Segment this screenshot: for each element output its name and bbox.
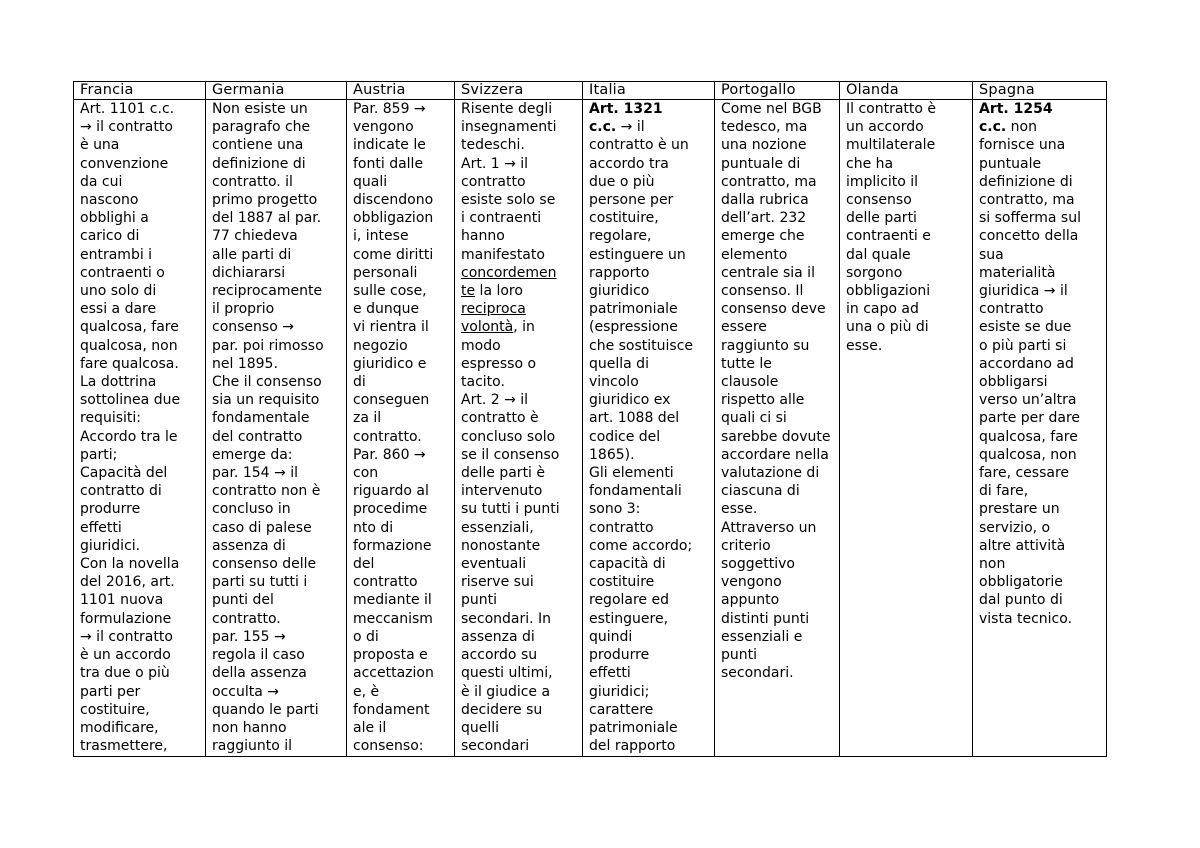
cell-text-line: tutte le [721, 355, 772, 372]
cell-text-line: secondari. [721, 665, 794, 682]
cell-text-line: quelli [461, 719, 500, 736]
cell-text-line: Par. 860 → [353, 446, 426, 463]
cell-text-line: esiste solo se [461, 192, 556, 209]
cell-text-line: reciprocamente [212, 283, 323, 300]
header-cell-olanda: Olanda [840, 82, 973, 100]
cell-text-line: assenza di [461, 628, 535, 645]
cell-text-line: di fare, [979, 483, 1029, 500]
cell-text-line: ale il [353, 719, 387, 736]
cell-text-line: quali [353, 173, 388, 190]
cell-text-line: parte per dare [979, 410, 1081, 427]
cell-text-line: costituire, [589, 210, 659, 227]
cell-olanda-text [846, 100, 968, 756]
cell-text-line: regolare ed [589, 592, 669, 609]
cell-text-line: secondari. In [461, 610, 552, 627]
cell-text-line: e dunque [353, 301, 420, 318]
cell-text-line: contraenti o [80, 264, 165, 281]
cell-text-line: della assenza [212, 665, 307, 682]
cell-text-line: giuridico e [353, 355, 427, 372]
cell-text-line: il proprio [212, 301, 275, 318]
cell-text-line: fornisce una [979, 137, 1066, 154]
cell-text-line: Il contratto è [846, 101, 937, 117]
cell-text-line: occulta → [212, 683, 279, 700]
cell-text-line: → il contratto [80, 119, 173, 136]
cell-text-line: obblighi a [80, 210, 149, 227]
cell-text-line: del 1887 al par. [212, 210, 322, 227]
cell-text-line: i contraenti [461, 210, 542, 227]
cell-text-line: contratto [979, 301, 1044, 318]
cell-francia [74, 100, 206, 757]
cell-austria-text [353, 100, 450, 756]
cell-text-line: fondamentale [212, 410, 310, 427]
cell-text-line: se il consenso [461, 446, 560, 463]
cell-text-line: Come nel BGB [721, 101, 822, 117]
cell-text-line: requisiti: [80, 410, 141, 427]
cell-text-line: consenso delle [212, 556, 317, 573]
cell-text-line: Non esiste un [212, 101, 308, 117]
cell-text-line: sono 3: [589, 501, 641, 518]
cell-text-line: contraenti e [846, 228, 931, 245]
cell-text-line: nto di [353, 519, 394, 536]
cell-text-line: rapporto [589, 264, 650, 281]
comparison-table [73, 81, 1107, 757]
cell-text-line: riguardo al [353, 483, 429, 500]
cell-text-line: La dottrina [80, 374, 157, 391]
cell-text-line: codice del [589, 428, 661, 445]
cell-text-line: secondari [461, 738, 530, 755]
cell-text-line: altre attività [979, 537, 1066, 554]
cell-text-line: punti [721, 647, 758, 664]
cell-text-line: su tutti i punti [461, 501, 560, 518]
cell-text-line: obbligatorie [979, 574, 1063, 591]
cell-text-line: personali [353, 264, 418, 281]
cell-text-line: par. poi rimosso [212, 337, 324, 354]
cell-text-line: del [353, 556, 375, 573]
cell-text-line: regolare, [589, 228, 652, 245]
cell-text-line: indicate le [353, 137, 426, 154]
cell-text-line: Con la novella [80, 556, 180, 573]
cell-text-line: dichiararsi [212, 264, 286, 281]
cell-text-line: qualcosa, fare [979, 428, 1078, 445]
cell-text-line: implicito il [846, 173, 919, 190]
cell-text-line: c.c. non [979, 119, 1037, 136]
cell-text-line: contratto [461, 173, 526, 190]
cell-text-line: qualcosa, non [979, 446, 1077, 463]
cell-text-line: servizio, o [979, 519, 1051, 536]
header-cell-germania: Germania [206, 82, 347, 100]
cell-text-line: raggiunto il [212, 738, 293, 755]
cell-text-line: intervenuto [461, 483, 543, 500]
cell-text-line: giuridico ex [589, 392, 671, 409]
cell-text-line: hanno [461, 228, 505, 245]
cell-text-line: accettazion [353, 665, 434, 682]
cell-text-line: rispetto alle [721, 392, 805, 409]
cell-text-line: definizione di [979, 173, 1073, 190]
cell-text-line: sulle cose, [353, 283, 427, 300]
cell-text-line: sorgono [846, 264, 903, 281]
cell-text-line: regola il caso [212, 647, 305, 664]
cell-text-line: effetti [80, 519, 122, 536]
cell-svizzera [455, 100, 583, 757]
cell-text-line: costituire [589, 574, 655, 591]
cell-text-line: esse. [846, 337, 883, 354]
cell-francia-text [80, 100, 201, 756]
cell-text-line: modificare, [80, 719, 159, 736]
cell-text-line: concordemen [461, 264, 557, 281]
cell-portogallo-text [721, 100, 835, 756]
cell-text-line: contratto, ma [721, 173, 817, 190]
cell-text-line: assenza di [212, 537, 286, 554]
cell-text-line: non [979, 556, 1006, 573]
cell-portogallo [715, 100, 840, 757]
cell-text-line: dal quale [846, 246, 911, 263]
cell-text-line: 1101 nuova [80, 592, 164, 609]
cell-text-line: fondament [353, 701, 430, 718]
cell-text-line: eventuali [461, 556, 527, 573]
cell-text-line: è il giudice a [461, 683, 551, 700]
cell-text-line: consenso [846, 192, 912, 209]
cell-text-line: tra due o più [80, 665, 170, 682]
cell-text-line: i, intese [353, 228, 409, 245]
cell-germania [206, 100, 347, 757]
cell-text-line: del rapporto [589, 738, 676, 755]
cell-text-line: nonostante [461, 537, 541, 554]
cell-text-line: raggiunto su [721, 337, 810, 354]
cell-text-line: fondamentali [589, 483, 682, 500]
cell-text-line: vengono [353, 119, 414, 136]
cell-text-line: vi rientra il [353, 319, 429, 336]
cell-text-line: espresso o [461, 355, 537, 372]
cell-text-line: dal punto di [979, 592, 1063, 609]
cell-text-line: Capacità del [80, 465, 168, 482]
cell-text-line: contratto. [353, 428, 422, 445]
cell-text-line: punti del [212, 592, 274, 609]
cell-text-line: contratto, ma [979, 192, 1075, 209]
cell-text-line: costituire, [80, 701, 150, 718]
cell-text-line: da cui [80, 173, 123, 190]
cell-text-line: vincolo [589, 374, 639, 391]
cell-text-line: tedeschi. [461, 137, 525, 154]
cell-text-line: centrale sia il [721, 264, 815, 281]
cell-text-line: di [353, 374, 366, 391]
cell-text-line: contratto non è [212, 483, 321, 500]
cell-text-line: proposta e [353, 647, 428, 664]
cell-text-line: ciascuna di [721, 483, 800, 500]
cell-text-line: consenso. Il [721, 283, 804, 300]
cell-text-line: persone per [589, 192, 674, 209]
cell-text-line: e, è [353, 683, 380, 700]
cell-text-line: alle parti di [212, 246, 292, 263]
cell-text-line: contratto è [461, 410, 539, 427]
cell-text-line: estinguere un [589, 246, 686, 263]
cell-text-line: vista tecnico. [979, 610, 1073, 627]
cell-svizzera-text [461, 100, 578, 756]
cell-text-line: multilaterale [846, 137, 936, 154]
cell-text-line: definizione di [212, 155, 306, 172]
header-cell-francia: Francia [74, 82, 206, 100]
cell-spagna-text [979, 100, 1102, 756]
cell-austria [347, 100, 455, 757]
cell-text-line: formulazione [80, 610, 172, 627]
cell-text-line: è un accordo [80, 647, 171, 664]
cell-text-line: si sofferma sul [979, 210, 1081, 227]
cell-text-line: puntuale [979, 155, 1042, 172]
cell-text-line: o di [353, 628, 379, 645]
cell-text-line: in capo ad [846, 301, 919, 318]
cell-text-line: formazione [353, 537, 432, 554]
cell-olanda [840, 100, 973, 757]
cell-italia-text [589, 100, 710, 756]
cell-text-line: convenzione [80, 155, 169, 172]
header-cell-spagna: Spagna [973, 82, 1107, 100]
cell-germania-text [212, 100, 342, 756]
cell-text-line: entrambi i [80, 246, 153, 263]
cell-text-line: produrre [80, 501, 141, 518]
cell-text-line: nel 1895. [212, 355, 278, 372]
cell-text-line: fare qualcosa. [80, 355, 179, 372]
cell-text-line: del 2016, art. [80, 574, 175, 591]
cell-text-line: (espressione [589, 319, 678, 336]
cell-text-line: Accordo tra le [80, 428, 178, 445]
cell-text-line: meccanism [353, 610, 433, 627]
cell-text-line: contratto [353, 574, 418, 591]
cell-text-line: delle parti [846, 210, 917, 227]
cell-text-line: accordo tra [589, 155, 669, 172]
cell-text-line: accordo su [461, 647, 538, 664]
cell-text-line: art. 1088 del [589, 410, 680, 427]
cell-text-line: essi a dare [80, 301, 157, 318]
cell-text-line: del contratto [212, 428, 303, 445]
cell-text-line: esse. [721, 501, 758, 518]
cell-text-line: valutazione di [721, 465, 820, 482]
cell-text-line: accordare nella [721, 446, 829, 463]
cell-text-line: caso di palese [212, 519, 312, 536]
cell-text-line: 1865). [589, 446, 635, 463]
cell-text-line: punti [461, 592, 498, 609]
cell-text-line: 77 chiedeva [212, 228, 298, 245]
cell-text-line: Art. 2 → il [461, 392, 529, 409]
cell-text-line: tedesco, ma [721, 119, 808, 136]
cell-text-line: → il contratto [80, 628, 173, 645]
cell-text-line: una nozione [721, 137, 807, 154]
cell-text-line: essenziali, [461, 519, 534, 536]
cell-text-line: dell’art. 232 [721, 210, 807, 227]
cell-text-line: consenso → [212, 319, 294, 336]
cell-text-line: tacito. [461, 374, 505, 391]
cell-text-line: parti su tutti i [212, 574, 308, 591]
cell-text-line: questi ultimi, [461, 665, 553, 682]
cell-text-line: Attraverso un [721, 519, 817, 536]
cell-text-line: distinti punti [721, 610, 810, 627]
cell-text-line: concluso in [212, 501, 291, 518]
cell-italia [583, 100, 715, 757]
cell-text-line: consenso: [353, 738, 424, 755]
cell-text-line: trasmettere, [80, 738, 168, 755]
cell-text-line: za il [353, 410, 382, 427]
cell-text-line: Gli elementi [589, 465, 674, 482]
cell-text-line: quali ci si [721, 410, 787, 427]
cell-text-line: effetti [589, 665, 631, 682]
cell-text-line: carattere [589, 701, 654, 718]
cell-text-line: essere [721, 319, 767, 336]
cell-text-line: c.c. → il [589, 119, 645, 136]
cell-text-line: essenziali e [721, 628, 803, 645]
cell-text-line: riserve sui [461, 574, 534, 591]
cell-text-line: insegnamenti [461, 119, 557, 136]
header-cell-italia: Italia [583, 82, 715, 100]
cell-spagna [973, 100, 1107, 757]
cell-text-line: come diritti [353, 246, 434, 263]
cell-text-line: obbligarsi [979, 374, 1048, 391]
cell-text-line: giuridica → il [979, 283, 1068, 300]
cell-text-line: concluso solo [461, 428, 556, 445]
cell-text-line: verso un’altra [979, 392, 1077, 409]
cell-text-line: carico di [80, 228, 140, 245]
cell-text-line: fonti dalle [353, 155, 424, 172]
header-cell-portogallo: Portogallo [715, 82, 840, 100]
cell-text-line: delle parti è [461, 465, 546, 482]
cell-text-line: vengono [721, 574, 782, 591]
cell-text-line: accordano ad [979, 355, 1074, 372]
cell-text-line: Par. 859 → [353, 101, 426, 117]
cell-text-line: giuridici; [589, 683, 650, 700]
cell-text-line: contratto. il [212, 173, 293, 190]
content-row [74, 100, 1107, 757]
cell-text-line: contratto è un [589, 137, 689, 154]
header-cell-svizzera: Svizzera [455, 82, 583, 100]
cell-text-line: sia un requisito [212, 392, 320, 409]
cell-text-line: procedime [353, 501, 428, 518]
cell-text-line: produrre [589, 647, 650, 664]
cell-text-line: qualcosa, fare [80, 319, 179, 336]
cell-text-line: un accordo [846, 119, 924, 136]
cell-text-line: emerge che [721, 228, 805, 245]
cell-text-line: consenso deve [721, 301, 826, 318]
cell-text-line: sarebbe dovute [721, 428, 831, 445]
cell-text-line: contratto. [212, 610, 281, 627]
cell-text-line: è una [80, 137, 120, 154]
cell-text-line: clausole [721, 374, 779, 391]
cell-text-line: discendono [353, 192, 434, 209]
cell-text-line: giuridico [589, 283, 650, 300]
cell-text-line: criterio [721, 537, 771, 554]
cell-text-line: o più parti si [979, 337, 1067, 354]
cell-text-line: capacità di [589, 556, 666, 573]
cell-text-line: parti per [80, 683, 141, 700]
cell-text-line: Art. 1321 [589, 101, 663, 117]
cell-text-line: volontà, in [461, 319, 535, 336]
cell-text-line: patrimoniale [589, 719, 678, 736]
cell-text-line: par. 154 → il [212, 465, 298, 482]
cell-text-line: sua [979, 246, 1004, 263]
cell-text-line: materialità [979, 264, 1056, 281]
cell-text-line: emerge da: [212, 446, 293, 463]
cell-text-line: decidere su [461, 701, 543, 718]
cell-text-line: te la loro [461, 283, 523, 300]
cell-text-line: giuridici. [80, 537, 141, 554]
cell-text-line: obbligazion [353, 210, 434, 227]
cell-text-line: esiste se due [979, 319, 1072, 336]
cell-text-line: nascono [80, 192, 139, 209]
cell-text-line: soggettivo [721, 556, 795, 573]
cell-text-line: prestare un [979, 501, 1060, 518]
cell-text-line: negozio [353, 337, 408, 354]
cell-text-line: primo progetto [212, 192, 318, 209]
cell-text-line: uno solo di [80, 283, 157, 300]
cell-text-line: Art. 1 → il [461, 155, 529, 172]
cell-text-line: due o più [589, 173, 655, 190]
cell-text-line: non hanno [212, 719, 287, 736]
cell-text-line: puntuale di [721, 155, 801, 172]
cell-text-line: estinguere, [589, 610, 669, 627]
cell-text-line: conseguen [353, 392, 430, 409]
cell-text-line: quando le parti [212, 701, 319, 718]
cell-text-line: una o più di [846, 319, 929, 336]
cell-text-line: con [353, 465, 379, 482]
cell-text-line: dalla rubrica [721, 192, 809, 209]
cell-text-line: reciproca [461, 301, 526, 318]
cell-text-line: che sostituisce [589, 337, 694, 354]
cell-text-line: modo [461, 337, 501, 354]
cell-text-line: quella di [589, 355, 649, 372]
header-cell-austria: Austria [347, 82, 455, 100]
cell-text-line: contratto di [80, 483, 162, 500]
cell-text-line: Risente degli [461, 101, 553, 117]
cell-text-line: come accordo; [589, 537, 693, 554]
cell-text-line: contratto [589, 519, 654, 536]
cell-text-line: Art. 1101 c.c. [80, 101, 175, 117]
cell-text-line: manifestato [461, 246, 545, 263]
cell-text-line: fare, cessare [979, 465, 1070, 482]
cell-text-line: che ha [846, 155, 894, 172]
cell-text-line: parti; [80, 446, 118, 463]
cell-text-line: Che il consenso [212, 374, 322, 391]
cell-text-line: concetto della [979, 228, 1079, 245]
cell-text-line: par. 155 → [212, 628, 286, 645]
cell-text-line: contiene una [212, 137, 304, 154]
cell-text-line: Art. 1254 [979, 101, 1053, 117]
cell-text-line: qualcosa, non [80, 337, 178, 354]
cell-text-line: appunto [721, 592, 780, 609]
cell-text-line: patrimoniale [589, 301, 678, 318]
cell-text-line: sottolinea due [80, 392, 181, 409]
cell-text-line: quindi [589, 628, 633, 645]
cell-text-line: mediante il [353, 592, 432, 609]
cell-text-line: paragrafo che [212, 119, 311, 136]
cell-text-line: elemento [721, 246, 788, 263]
cell-text-line: obbligazioni [846, 283, 931, 300]
header-row [74, 82, 1107, 100]
